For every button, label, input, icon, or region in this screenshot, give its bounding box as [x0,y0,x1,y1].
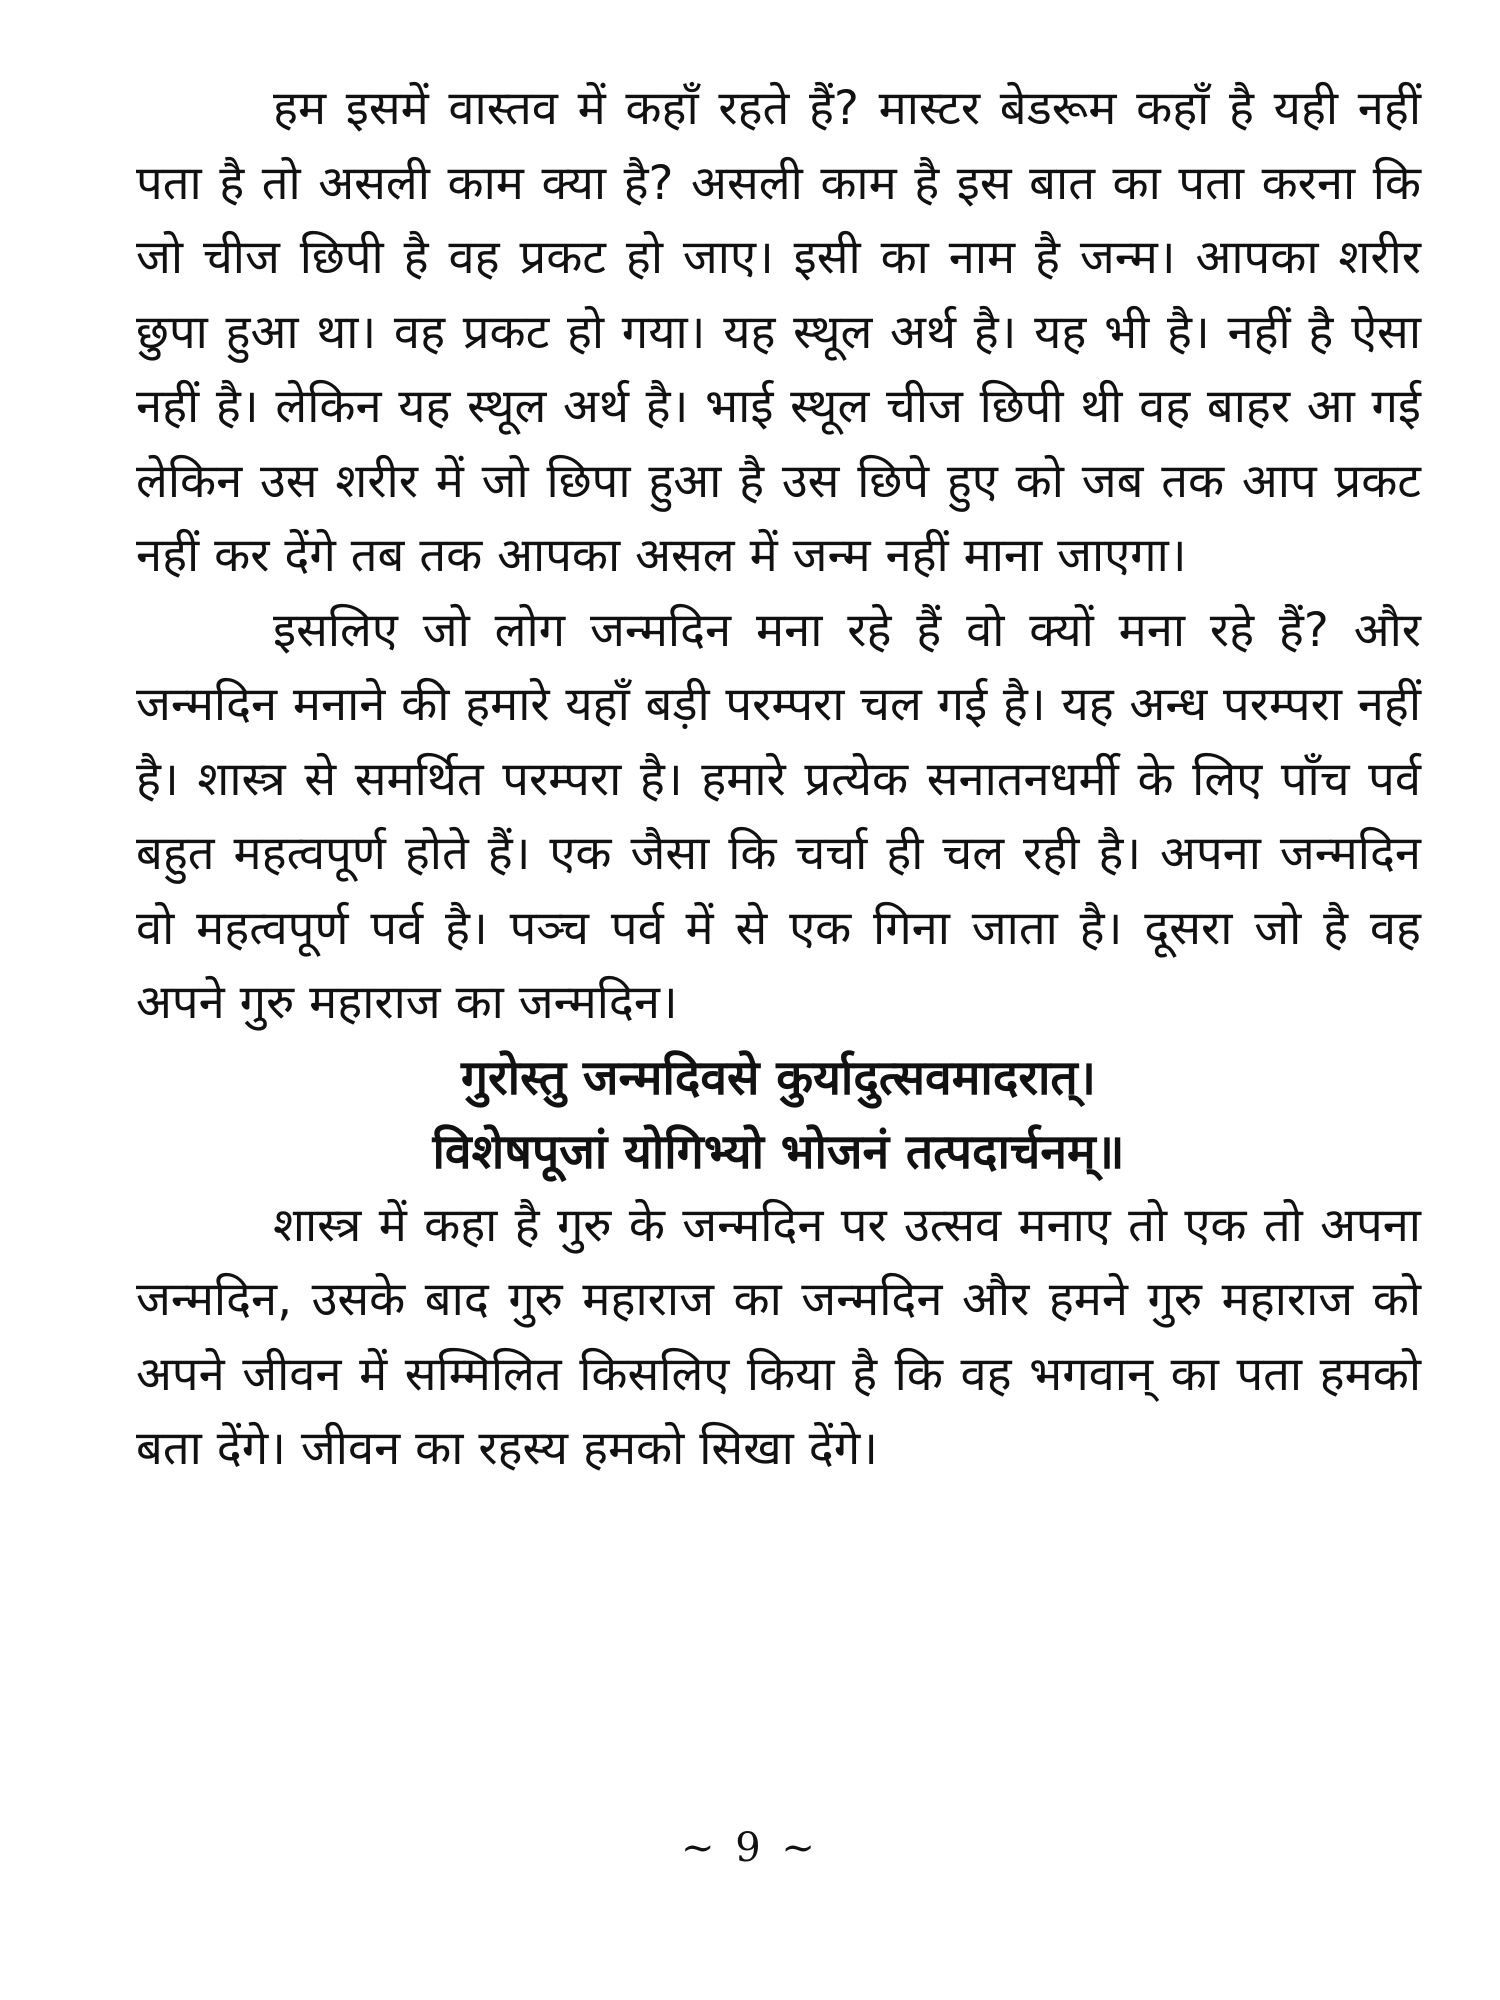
paragraph-2: इसलिए जो लोग जन्मदिन मना रहे हैं वो क्यों मना रहे हैं? और जन्मदिन मनाने की हमारे यहाँ बड़ी परम्परा चल गई है। यह अन्ध परम्परा नहीं है। शास्त्र से समर्थित परम्परा है। हमारे प्रत्येक सनातनधर्मी के लिए पाँच पर्व बहुत महत्वपूर्ण होते हैं। एक जैसा कि चर्चा ही चल रही है। अपना जन्मदिन वो महत्वपूर्ण पर्व है। पञ्च पर्व में से एक गिना जाता है। दूसरा जो है वह अपने गुरु महाराज का जन्मदिन। [136,602,1421,1030]
page-number: ~ 9 ~ [681,1825,819,1871]
verse-line-2: विशेषपूजां योगिभ्यो भोजनं तत्पदार्चनम्॥ [432,1123,1125,1180]
paragraph-3: शास्त्र में कहा है गुरु के जन्मदिन पर उत्सव मनाए तो एक तो अपना जन्मदिन, उसके बाद गुरु महाराज का जन्मदिन और हमने गुरु महाराज को अपने जीवन में सम्मिलित किसलिए किया है कि वह भगवान् का पता हमको बता देंगे। जीवन का रहस्य हमको सिखा देंगे। [136,1197,1421,1476]
paragraph-1: हम इसमें वास्तव में कहाँ रहते हैं? मास्टर बेडरूम कहाँ है यही नहीं पता है तो असली काम क्या है? असली काम है इस बात का पता करना कि जो चीज छिपी है वह प्रकट हो जाए। इसी का नाम है जन्म। आपका शरीर छुपा हुआ था। वह प्रकट हो गया। यह स्थूल अर्थ है। यह भी है। नहीं है ऐसा नहीं है। लेकिन यह स्थूल अर्थ है। भाई स्थूल चीज छिपी थी वह बाहर आ गई लेकिन उस शरीर में जो छिपा हुआ है उस छिपे हुए को जब तक आप प्रकट नहीं कर देंगे तब तक आपका असल में जन्म नहीं माना जाएगा। [136,81,1421,583]
page-body [136,72,1421,1487]
verse-line-1: गुरोस्तु जन्मदिवसे कुर्यादुत्सवमादरात्। [461,1049,1096,1106]
